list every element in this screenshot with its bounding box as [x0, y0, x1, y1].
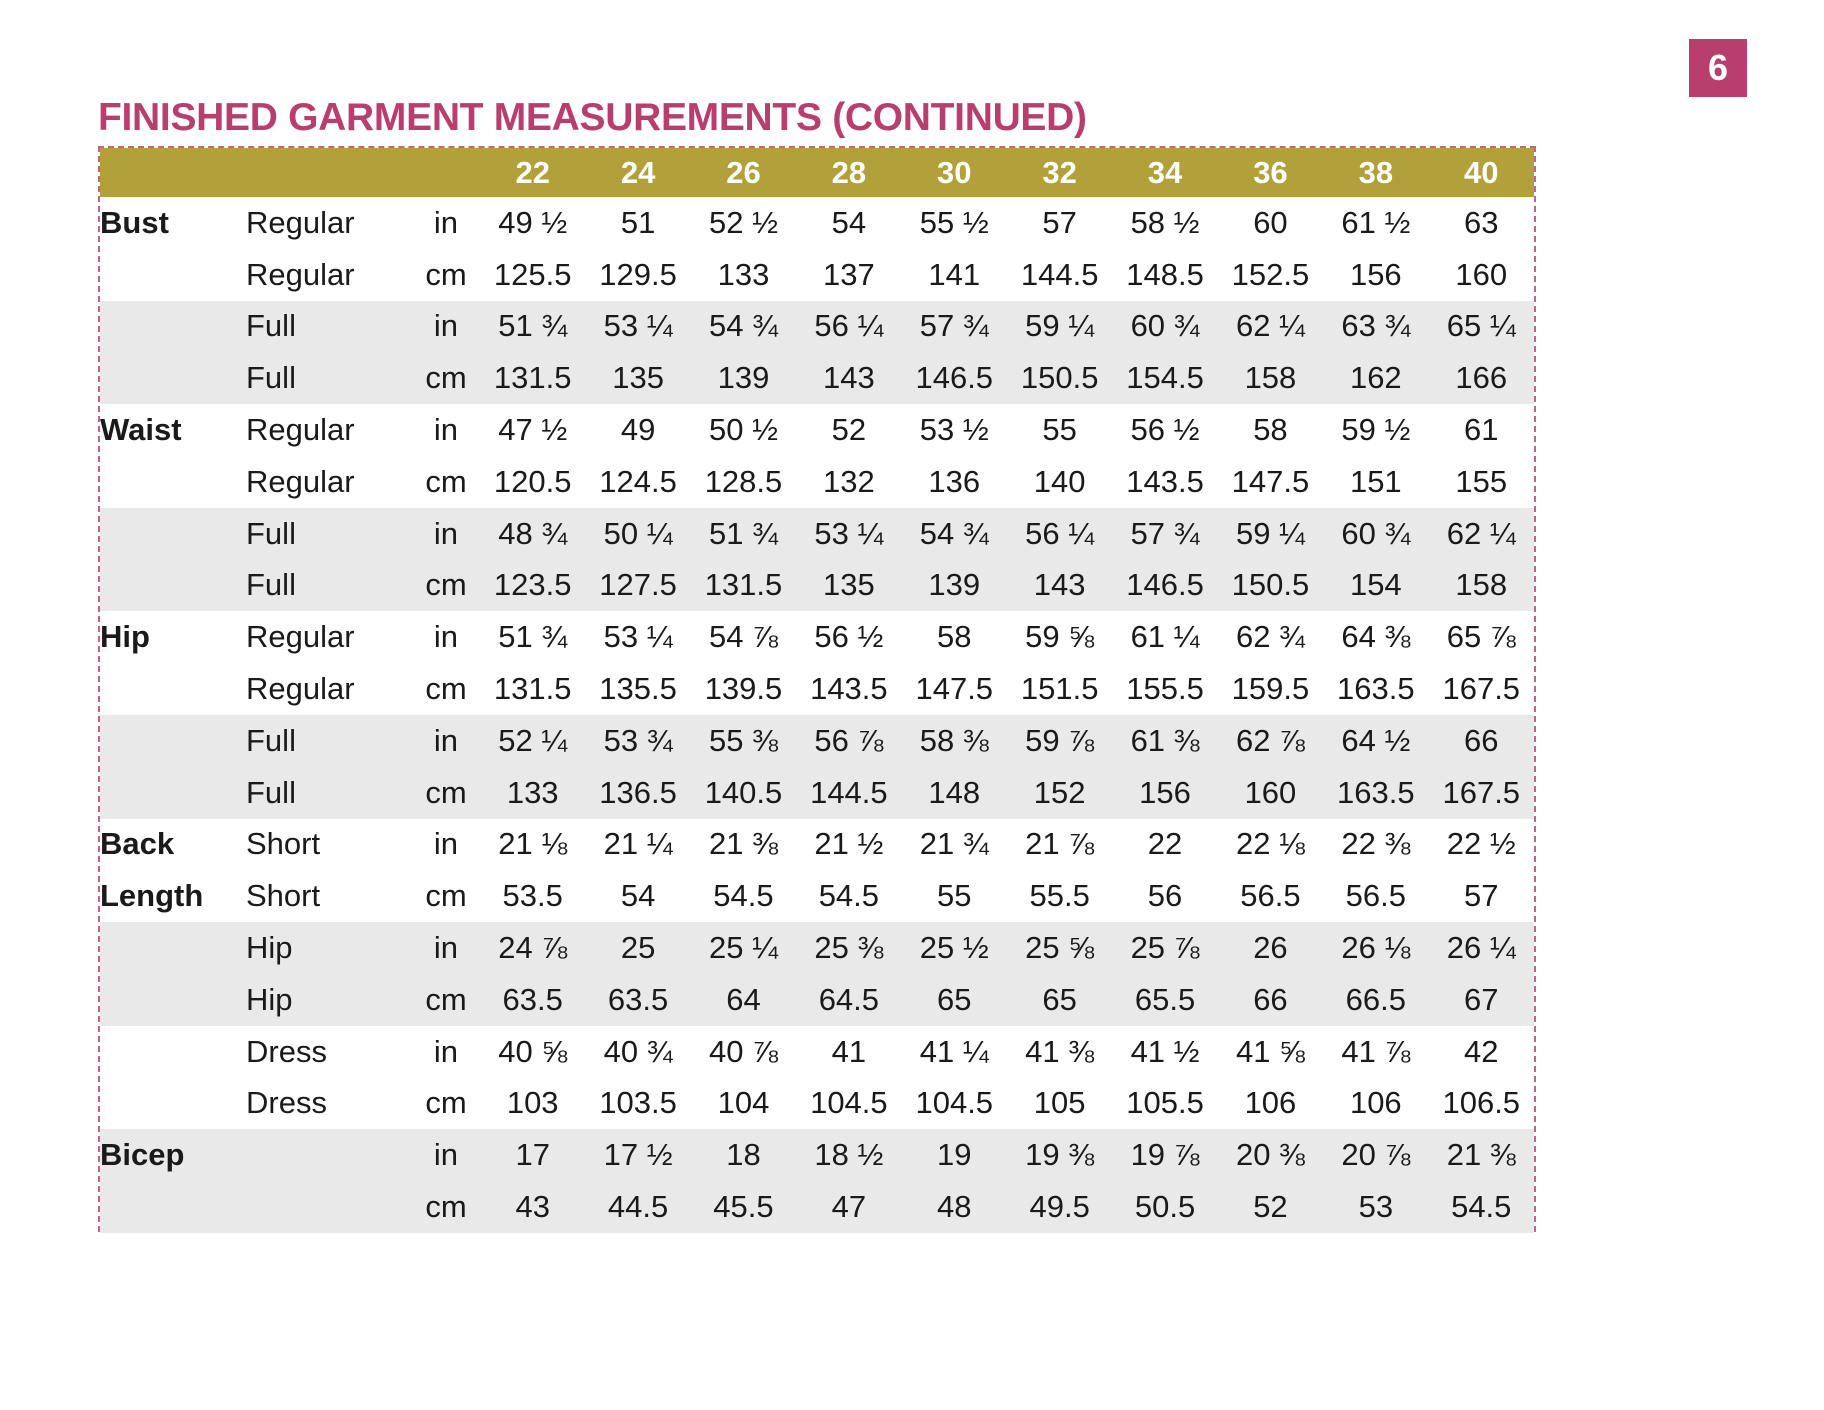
measurement-value: 40 ⅞ [709, 1033, 778, 1069]
measurement-value: 105 [1033, 1085, 1086, 1121]
header-blank-cell [412, 148, 480, 197]
fit-variant: Hip [246, 974, 412, 1026]
measurement-value: 48 [902, 1181, 1007, 1233]
measurement-value: 24 ⅞ [480, 922, 585, 974]
measurement-value: 105.5 [1126, 1085, 1204, 1121]
table-row [100, 974, 1534, 1026]
measurement-value: 40 ¾ [603, 1033, 673, 1069]
table-row [100, 870, 1534, 922]
unit-label: cm [412, 1181, 480, 1233]
page-number-badge: 6 [1689, 39, 1747, 97]
measurement-value: 52 ¼ [480, 715, 585, 767]
measurement-value: 61 [1464, 412, 1499, 448]
measurement-value: 163.5 [1323, 767, 1428, 819]
measurement-value: 143.5 [810, 671, 888, 707]
measurement-value: 59 ⅞ [1007, 715, 1112, 767]
measurement-category [100, 767, 246, 819]
measurement-value: 66 [1429, 715, 1534, 767]
measurement-value: 148.5 [1126, 256, 1204, 292]
unit-label: in [412, 508, 480, 560]
measurement-value: 106.5 [1442, 1085, 1521, 1121]
measurement-value: 58 [937, 619, 972, 655]
size-header: 36 [1218, 148, 1323, 197]
measurement-value: 59 ½ [1341, 412, 1411, 448]
measurement-value: 62 ¾ [1235, 619, 1305, 655]
table-row [100, 560, 1534, 612]
measurement-value: 151.5 [1020, 671, 1099, 707]
measurement-category [100, 1078, 246, 1130]
measurement-value: 103.5 [599, 1085, 677, 1121]
fit-variant: Short [246, 826, 321, 862]
measurement-value: 62 ⅞ [1218, 715, 1323, 767]
table-row [100, 301, 1534, 353]
measurement-value: 123.5 [480, 560, 585, 612]
measurement-value: 129.5 [599, 256, 677, 292]
measurement-value: 158 [1429, 560, 1534, 612]
measurement-value: 25 ⅝ [1007, 922, 1112, 974]
table-row [100, 456, 1534, 508]
measurement-value: 131.5 [691, 560, 796, 612]
measurement-value: 26 ⅛ [1323, 922, 1428, 974]
table-row [100, 1026, 1534, 1078]
measurement-value: 143 [1007, 560, 1112, 612]
measurement-value: 17 [480, 1129, 585, 1181]
measurement-value: 156 [1349, 256, 1402, 292]
measurement-value: 53 ¼ [796, 508, 901, 560]
measurement-value: 25 ⅜ [796, 922, 901, 974]
measurement-value: 26 ¼ [1429, 922, 1534, 974]
unit-label: cm [412, 767, 480, 819]
measurement-value: 136 [928, 463, 981, 499]
measurement-category: Length [100, 878, 204, 914]
table-row [100, 197, 1534, 249]
measurement-value: 58 ⅜ [902, 715, 1007, 767]
measurement-value: 52 [831, 412, 867, 448]
measurement-value: 65 ¼ [1429, 301, 1534, 353]
measurement-value: 19 ⅞ [1112, 1129, 1217, 1181]
measurement-value: 167.5 [1442, 671, 1521, 707]
measurement-value: 63.5 [585, 974, 690, 1026]
measurement-value: 139 [902, 560, 1007, 612]
measurement-value: 63 [1464, 204, 1499, 240]
measurement-value: 44.5 [585, 1181, 690, 1233]
measurement-value: 25 ½ [902, 922, 1007, 974]
table-row [100, 404, 1534, 456]
measurement-category: Bust [100, 204, 169, 240]
measurement-value: 156 [1112, 767, 1217, 819]
measurement-value: 21 ½ [814, 826, 884, 862]
unit-label: in [433, 412, 459, 448]
measurement-value: 21 ¾ [919, 826, 989, 862]
measurement-value: 154 [1323, 560, 1428, 612]
measurement-value: 162 [1323, 352, 1428, 404]
measurement-value: 141 [928, 256, 981, 292]
measurement-value: 125.5 [493, 256, 572, 292]
measurement-category [100, 352, 246, 404]
measurement-value: 54 ¾ [691, 301, 796, 353]
measurement-value: 61 ½ [1341, 204, 1411, 240]
fit-variant [246, 1181, 412, 1233]
measurement-value: 61 ⅜ [1112, 715, 1217, 767]
measurement-value: 56 ½ [814, 619, 884, 655]
measurement-value: 19 [902, 1129, 1007, 1181]
table-row [100, 352, 1534, 404]
measurement-value: 18 [691, 1129, 796, 1181]
table-row [100, 1078, 1534, 1130]
measurement-value: 25 ¼ [691, 922, 796, 974]
measurement-value: 19 ⅜ [1007, 1129, 1112, 1181]
measurement-value: 55 [937, 878, 972, 914]
measurement-value: 20 ⅜ [1218, 1129, 1323, 1181]
measurement-value: 47 ½ [498, 412, 568, 448]
measurement-value: 49 ½ [498, 204, 568, 240]
header-blank-cell [246, 148, 412, 197]
measurement-value: 58 [1253, 412, 1288, 448]
measurement-value: 61 ¼ [1130, 619, 1200, 655]
measurement-value: 143.5 [1126, 463, 1204, 499]
measurement-value: 67 [1429, 974, 1534, 1026]
measurement-value: 56.5 [1345, 878, 1406, 914]
table-row [100, 663, 1534, 715]
measurement-value: 146.5 [1112, 560, 1217, 612]
measurement-value: 54 [831, 204, 867, 240]
measurement-value: 65 ⅞ [1446, 619, 1516, 655]
measurement-value: 53 ¼ [603, 619, 673, 655]
measurement-value: 54.5 [818, 878, 880, 914]
measurement-value: 64 ⅜ [1341, 619, 1411, 655]
measurement-value: 59 ¼ [1007, 301, 1112, 353]
measurement-value: 135.5 [599, 671, 677, 707]
unit-label: in [433, 1033, 459, 1069]
measurement-value: 144.5 [1020, 256, 1099, 292]
measurement-value: 57 ¾ [1112, 508, 1217, 560]
measurement-value: 63.5 [480, 974, 585, 1026]
measurement-value: 54 [620, 878, 656, 914]
measurement-value: 65 [902, 974, 1007, 1026]
measurement-value: 21 ⅜ [709, 826, 778, 862]
measurement-category [100, 922, 246, 974]
measurements-table-frame [98, 146, 1536, 1232]
table-row [100, 767, 1534, 819]
measurement-value: 41 [831, 1033, 867, 1069]
measurement-value: 25 [585, 922, 690, 974]
measurement-value: 62 ¼ [1218, 301, 1323, 353]
measurement-value: 143 [796, 352, 901, 404]
fit-variant: Full [246, 560, 412, 612]
measurement-value: 150.5 [1218, 560, 1323, 612]
page-title: FINISHED GARMENT MEASUREMENTS (CONTINUED) [98, 96, 1087, 139]
fit-variant: Regular [246, 619, 355, 655]
measurement-value: 41 ⅝ [1235, 1033, 1305, 1069]
measurement-value: 52 ½ [709, 204, 778, 240]
measurement-category [100, 560, 246, 612]
measurement-value: 104.5 [810, 1085, 888, 1121]
measurement-value: 21 ¼ [603, 826, 673, 862]
measurement-value: 21 ⅞ [1025, 826, 1095, 862]
measurement-value: 144.5 [796, 767, 901, 819]
measurement-value: 124.5 [599, 463, 677, 499]
fit-variant: Dress [246, 1085, 327, 1121]
measurement-value: 49 [620, 412, 656, 448]
measurement-value: 60 ¾ [1112, 301, 1217, 353]
measurement-value: 52 [1218, 1181, 1323, 1233]
measurement-value: 22 ⅜ [1341, 826, 1411, 862]
table-row [100, 508, 1534, 560]
measurement-value: 60 [1253, 204, 1288, 240]
measurement-value: 147.5 [1231, 463, 1310, 499]
measurement-value: 137 [823, 256, 875, 292]
measurement-value: 51 [620, 204, 656, 240]
fit-variant: Regular [246, 256, 355, 292]
measurement-value: 47 [796, 1181, 901, 1233]
measurement-value: 120.5 [493, 463, 572, 499]
unit-label: cm [412, 974, 480, 1026]
measurement-value: 139 [691, 352, 796, 404]
measurement-category: Hip [100, 619, 150, 655]
table-row [100, 922, 1534, 974]
fit-variant: Full [246, 508, 412, 560]
measurement-value: 154.5 [1112, 352, 1217, 404]
unit-label: cm [425, 671, 467, 707]
unit-label: cm [425, 878, 467, 914]
measurement-value: 152.5 [1231, 256, 1310, 292]
measurement-value: 163.5 [1337, 671, 1415, 707]
measurement-value: 50 ½ [709, 412, 778, 448]
table-row [100, 1181, 1534, 1233]
measurement-value: 59 ⅝ [1025, 619, 1095, 655]
measurement-value: 21 ⅜ [1429, 1129, 1534, 1181]
size-header: 28 [796, 148, 901, 197]
measurement-value: 48 ¾ [480, 508, 585, 560]
unit-label: in [412, 922, 480, 974]
measurement-value: 56 ¼ [1007, 508, 1112, 560]
measurement-value: 135 [796, 560, 901, 612]
measurement-value: 57 ¾ [902, 301, 1007, 353]
fit-variant: Short [246, 878, 321, 914]
unit-label: cm [412, 560, 480, 612]
fit-variant: Full [246, 715, 412, 767]
unit-label: in [412, 1129, 480, 1181]
size-header-row [100, 148, 1534, 197]
fit-variant: Regular [246, 671, 355, 707]
measurement-value: 63 ¾ [1323, 301, 1428, 353]
measurement-value: 41 ⅞ [1341, 1033, 1411, 1069]
measurement-value: 104 [717, 1085, 770, 1121]
measurement-value: 167.5 [1429, 767, 1534, 819]
measurement-value: 57 [1464, 878, 1499, 914]
measurement-value: 57 [1042, 204, 1077, 240]
measurement-value: 56 ⅞ [796, 715, 901, 767]
fit-variant: Full [246, 301, 412, 353]
measurement-category [100, 249, 246, 301]
table-row [100, 611, 1534, 663]
unit-label: in [412, 301, 480, 353]
size-header: 40 [1429, 148, 1534, 197]
measurement-value: 133 [717, 256, 770, 292]
measurement-value: 152 [1007, 767, 1112, 819]
measurement-value: 133 [480, 767, 585, 819]
size-header: 38 [1323, 148, 1428, 197]
measurement-value: 166 [1429, 352, 1534, 404]
measurement-category [100, 663, 246, 715]
measurement-value: 49.5 [1007, 1181, 1112, 1233]
measurement-value: 140 [1033, 463, 1086, 499]
size-header: 30 [902, 148, 1007, 197]
unit-label: in [433, 619, 459, 655]
measurement-value: 55 ⅜ [691, 715, 796, 767]
measurement-value: 40 ⅝ [498, 1033, 568, 1069]
unit-label: in [412, 715, 480, 767]
measurements-table-body [100, 197, 1534, 1233]
measurement-value: 53 ½ [919, 412, 989, 448]
unit-label: cm [425, 1085, 467, 1121]
measurement-value: 42 [1464, 1033, 1499, 1069]
measurement-value: 53.5 [502, 878, 563, 914]
measurements-table [100, 148, 1534, 1233]
measurement-value: 20 ⅞ [1323, 1129, 1428, 1181]
measurement-value: 21 ⅛ [498, 826, 568, 862]
fit-variant: Regular [246, 463, 355, 499]
measurement-value: 58 ½ [1130, 204, 1200, 240]
size-header: 26 [691, 148, 796, 197]
measurement-value: 159.5 [1231, 671, 1310, 707]
measurement-value: 64 ½ [1323, 715, 1428, 767]
measurement-value: 135 [585, 352, 690, 404]
measurement-value: 66 [1218, 974, 1323, 1026]
measurement-value: 41 ½ [1130, 1033, 1200, 1069]
measurement-value: 131.5 [493, 671, 572, 707]
measurement-value: 26 [1218, 922, 1323, 974]
header-blank-cell [100, 148, 246, 197]
measurement-value: 62 ¼ [1429, 508, 1534, 560]
measurement-value: 59 ¼ [1218, 508, 1323, 560]
measurement-value: 127.5 [585, 560, 690, 612]
fit-variant: Full [246, 352, 412, 404]
measurement-value: 43 [480, 1181, 585, 1233]
measurement-value: 60 ¾ [1323, 508, 1428, 560]
table-row [100, 819, 1534, 871]
measurement-category [100, 715, 246, 767]
measurement-value: 54 ¾ [902, 508, 1007, 560]
measurement-category [100, 974, 246, 1026]
measurement-value: 25 ⅞ [1112, 922, 1217, 974]
measurement-category [100, 301, 246, 353]
measurement-value: 155.5 [1126, 671, 1204, 707]
measurement-value: 51 ¾ [691, 508, 796, 560]
unit-label: cm [425, 256, 467, 292]
measurement-value: 139.5 [704, 671, 783, 707]
measurement-value: 66.5 [1323, 974, 1428, 1026]
measurement-value: 53 ¾ [585, 715, 690, 767]
unit-label: in [433, 826, 459, 862]
unit-label: cm [425, 463, 467, 499]
measurement-value: 53 [1323, 1181, 1428, 1233]
measurement-value: 54.5 [713, 878, 774, 914]
measurement-value: 50.5 [1112, 1181, 1217, 1233]
measurement-category: Back [100, 826, 175, 862]
size-header: 22 [480, 148, 585, 197]
measurement-value: 104.5 [915, 1085, 994, 1121]
measurement-value: 148 [902, 767, 1007, 819]
measurement-value: 41 ⅜ [1025, 1033, 1095, 1069]
measurement-category [100, 508, 246, 560]
measurement-value: 158 [1218, 352, 1323, 404]
measurement-value: 106 [1349, 1085, 1402, 1121]
measurement-value: 151 [1349, 463, 1402, 499]
measurement-value: 65.5 [1112, 974, 1217, 1026]
fit-variant: Full [246, 767, 412, 819]
measurement-value: 45.5 [691, 1181, 796, 1233]
measurement-value: 51 ¾ [480, 301, 585, 353]
measurement-value: 56 ½ [1130, 412, 1200, 448]
measurement-value: 136.5 [585, 767, 690, 819]
fit-variant: Dress [246, 1033, 327, 1069]
measurement-value: 51 ¾ [498, 619, 568, 655]
measurement-value: 160 [1455, 256, 1508, 292]
measurement-value: 50 ¼ [585, 508, 690, 560]
measurement-value: 56.5 [1240, 878, 1301, 914]
measurement-value: 146.5 [902, 352, 1007, 404]
fit-variant: Regular [246, 412, 355, 448]
fit-variant [246, 1129, 412, 1181]
measurement-value: 131.5 [480, 352, 585, 404]
measurement-value: 53 ¼ [585, 301, 690, 353]
measurement-value: 155 [1455, 463, 1508, 499]
measurement-value: 54 ⅞ [709, 619, 778, 655]
measurement-value: 56 [1147, 878, 1183, 914]
measurement-value: 140.5 [691, 767, 796, 819]
measurement-value: 150.5 [1007, 352, 1112, 404]
measurement-value: 22 [1147, 826, 1183, 862]
size-header: 24 [585, 148, 690, 197]
size-header: 32 [1007, 148, 1112, 197]
measurement-value: 54.5 [1429, 1181, 1534, 1233]
size-header: 34 [1112, 148, 1217, 197]
measurement-category [100, 456, 246, 508]
measurement-value: 41 ¼ [919, 1033, 989, 1069]
measurement-category [100, 1181, 246, 1233]
measurement-category: Waist [100, 412, 182, 448]
fit-variant: Regular [246, 204, 355, 240]
measurement-value: 55 [1042, 412, 1077, 448]
table-row [100, 1129, 1534, 1181]
measurement-value: 106 [1244, 1085, 1297, 1121]
measurement-value: 103 [506, 1085, 559, 1121]
measurement-value: 55.5 [1029, 878, 1090, 914]
measurement-value: 18 ½ [796, 1129, 901, 1181]
measurement-value: 147.5 [915, 671, 994, 707]
measurement-category [100, 1026, 246, 1078]
fit-variant: Hip [246, 922, 412, 974]
measurement-value: 65 [1007, 974, 1112, 1026]
measurement-value: 56 ¼ [796, 301, 901, 353]
measurement-value: 128.5 [704, 463, 783, 499]
measurement-value: 17 ½ [585, 1129, 690, 1181]
unit-label: cm [412, 352, 480, 404]
measurement-value: 64 [691, 974, 796, 1026]
unit-label: in [433, 204, 459, 240]
measurement-value: 160 [1218, 767, 1323, 819]
measurement-value: 22 ½ [1446, 826, 1516, 862]
measurement-value: 22 ⅛ [1235, 826, 1305, 862]
table-row [100, 249, 1534, 301]
measurement-value: 132 [823, 463, 875, 499]
measurement-value: 55 ½ [919, 204, 989, 240]
table-row [100, 715, 1534, 767]
measurement-category: Bicep [100, 1129, 246, 1181]
measurement-value: 64.5 [796, 974, 901, 1026]
